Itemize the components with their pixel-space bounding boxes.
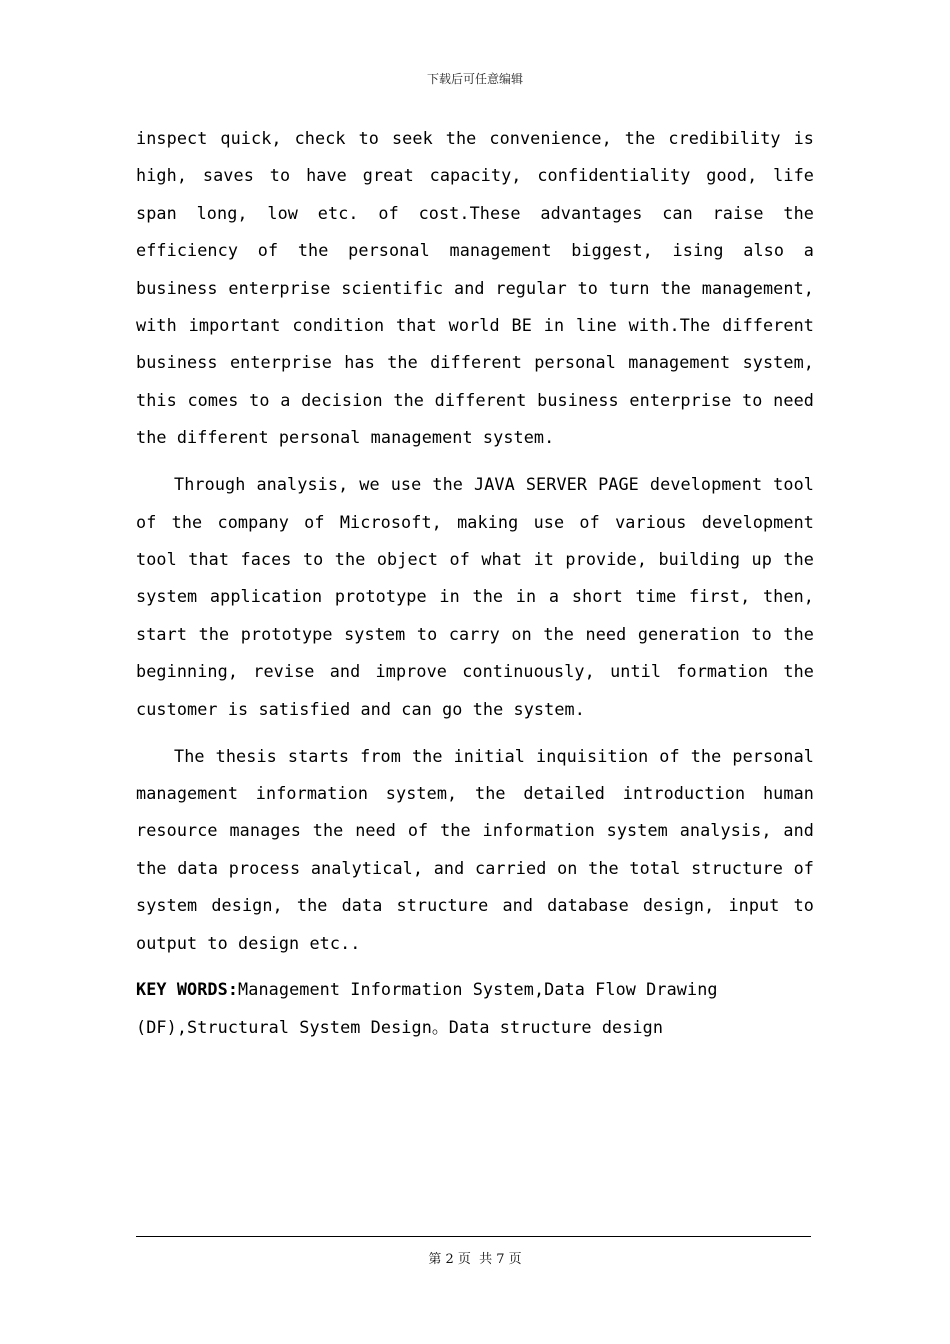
document-body — [136, 120, 814, 1046]
page-number-footer: 第 2 页 共 7 页 — [428, 1252, 522, 1267]
page-header: 下载后可任意编辑 — [426, 72, 523, 86]
paragraph-3: The thesis starts from the initial inquisition of the personal management information system, the detailed introduction human resource manages the need of the information system analysis, and the data process analytical, and carried on the total structure of system design, the data structure and database design, input to output to design etc.. — [136, 745, 814, 953]
footer-divider — [136, 1236, 811, 1237]
keywords-label: KEY WORDS: — [136, 979, 239, 1000]
paragraph-1: inspect quick, check to seek the convenience, the credibility is high, saves to have great capacity, confidentiality good, life span long, low etc. of cost.These advantages can raise the efficiency of the personal management biggest, ising also a business enterprise scientific and regular to turn the management, with important condition that world BE in line with.The different business enterprise has the different personal management system, this comes to a decision the different business enterprise to need the different personal management system. — [136, 128, 814, 448]
keywords-line-2: (DF),Structural System Design。Data structure design — [136, 1016, 664, 1037]
paragraph-2: Through analysis, we use the JAVA SERVER PAGE development tool of the company of Microsoft, making use of various development tool that faces to the object of what it provide, building up the system application prototype in the in a short time first, then, start the prototype system to carry on the need generation to the beginning, revise and improve continuously, until formation the customer is satisfied and can go the system. — [136, 474, 814, 719]
keywords-line-1: Management Information System,Data Flow Drawing — [238, 979, 718, 1000]
keywords-block — [136, 971, 814, 1046]
